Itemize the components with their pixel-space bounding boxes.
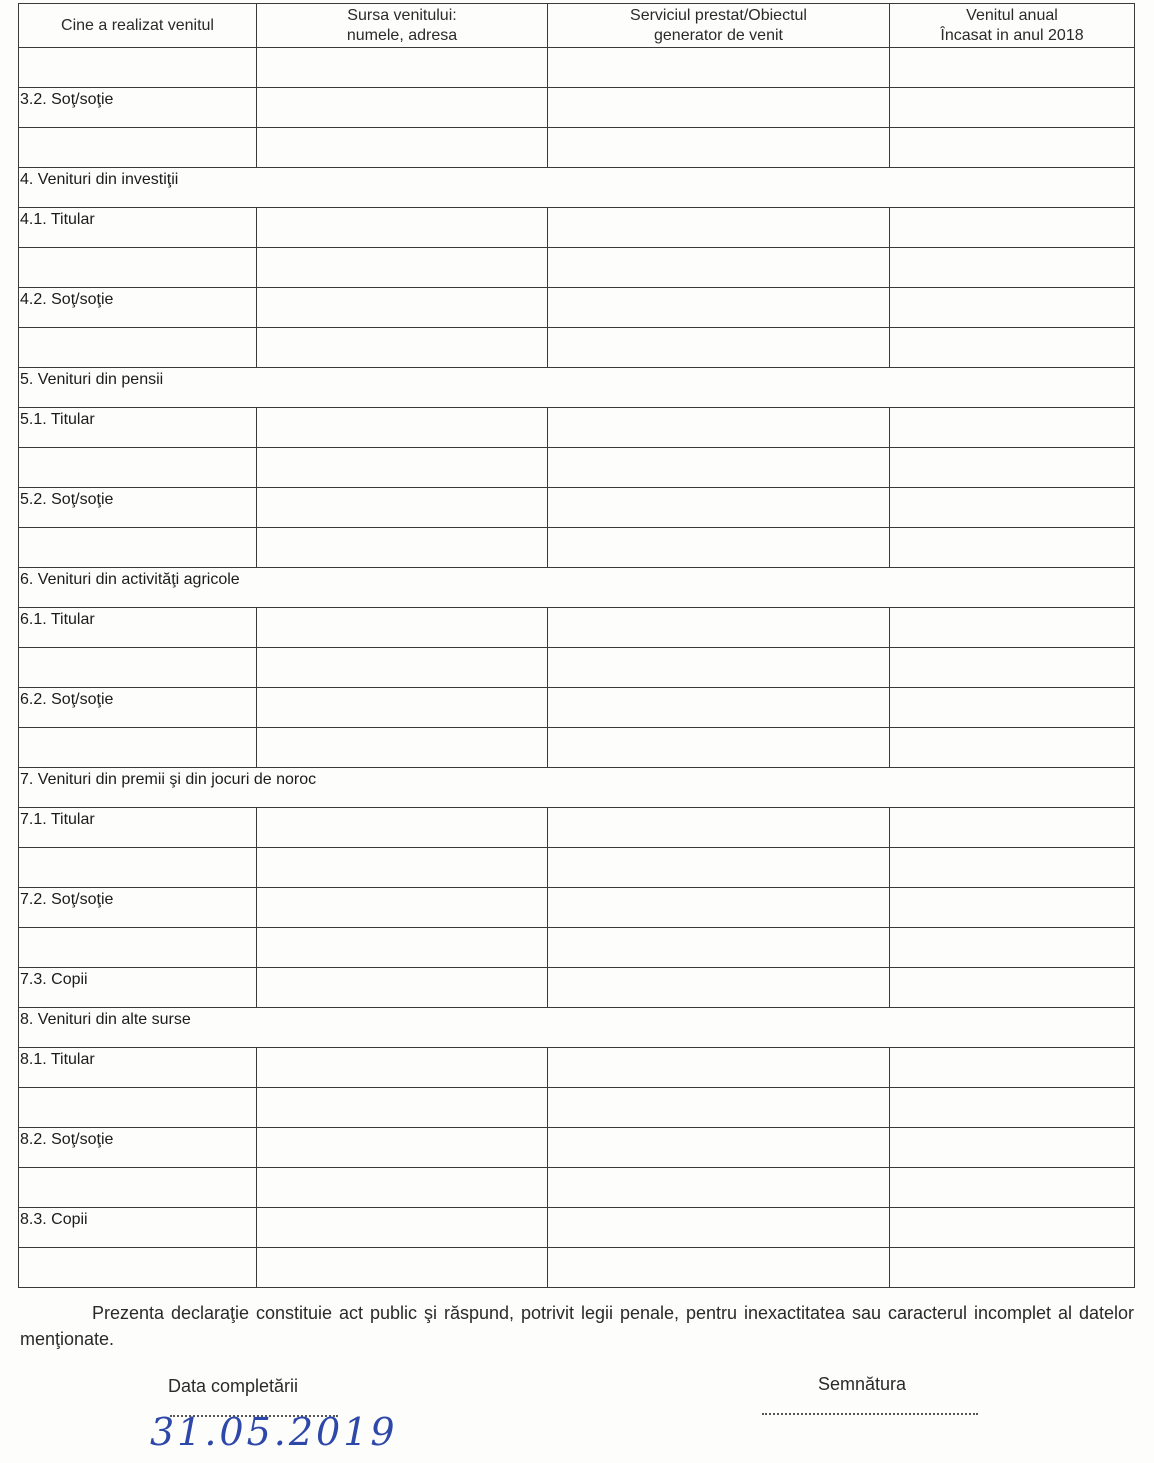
table-row — [19, 608, 1135, 648]
annual-income-cell — [890, 848, 1135, 888]
section-row — [19, 368, 1135, 408]
declaration-statement: Prezenta declaraţie constituie act public şi răspund, potrivit legii penale, pentru inexactitatea sau caracterul incomplet al datelor menţionate. — [20, 1303, 1134, 1349]
section-heading: 5. Venituri din pensii — [20, 371, 164, 388]
who-earned-cell — [19, 728, 257, 768]
annual-income-cell — [890, 408, 1135, 448]
service-object-cell — [548, 208, 890, 248]
income-source-cell — [257, 968, 548, 1008]
table-row — [19, 128, 1135, 168]
table-row — [19, 888, 1135, 928]
who-earned-cell — [19, 1208, 257, 1248]
table-header-row — [19, 4, 1135, 48]
annual-income-cell — [890, 1208, 1135, 1248]
table-row — [19, 728, 1135, 768]
service-object-cell — [548, 608, 890, 648]
row-label — [19, 848, 256, 851]
service-object-cell — [548, 408, 890, 448]
row-label — [19, 1248, 256, 1251]
income-source-cell — [257, 88, 548, 128]
income-source-cell — [257, 888, 548, 928]
header-line: Venitul anual — [966, 6, 1058, 24]
who-earned-cell — [19, 328, 257, 368]
service-object-cell — [548, 1048, 890, 1088]
row-label — [19, 648, 256, 651]
header-income-source — [257, 4, 548, 48]
who-earned-cell — [19, 248, 257, 288]
section-row — [19, 1008, 1135, 1048]
service-object-cell — [548, 928, 890, 968]
who-earned-cell — [19, 888, 257, 928]
income-source-cell — [257, 608, 548, 648]
income-source-cell — [257, 208, 548, 248]
service-object-cell — [548, 968, 890, 1008]
annual-income-cell — [890, 48, 1135, 88]
section-heading-cell — [19, 168, 1135, 208]
annual-income-cell — [890, 968, 1135, 1008]
annual-income-cell — [890, 728, 1135, 768]
row-label: 6.1. Titular — [20, 611, 95, 628]
table-row — [19, 928, 1135, 968]
annual-income-cell — [890, 1088, 1135, 1128]
row-label — [19, 448, 256, 451]
who-earned-cell — [19, 488, 257, 528]
income-source-cell — [257, 288, 548, 328]
who-earned-cell — [19, 88, 257, 128]
service-object-cell — [548, 1088, 890, 1128]
row-label — [19, 328, 256, 331]
income-source-cell — [257, 648, 548, 688]
income-source-cell — [257, 1048, 548, 1088]
table-row — [19, 808, 1135, 848]
section-row — [19, 768, 1135, 808]
who-earned-cell — [19, 48, 257, 88]
income-source-cell — [257, 688, 548, 728]
service-object-cell — [548, 1128, 890, 1168]
annual-income-cell — [890, 608, 1135, 648]
row-label — [19, 1168, 256, 1171]
income-source-cell — [257, 728, 548, 768]
service-object-cell — [548, 848, 890, 888]
header-service-object — [548, 4, 890, 48]
service-object-cell — [548, 888, 890, 928]
income-source-cell — [257, 448, 548, 488]
table-row — [19, 848, 1135, 888]
service-object-cell — [548, 688, 890, 728]
table-row — [19, 248, 1135, 288]
service-object-cell — [548, 48, 890, 88]
section-row — [19, 568, 1135, 608]
annual-income-cell — [890, 88, 1135, 128]
table-row — [19, 288, 1135, 328]
who-earned-cell — [19, 528, 257, 568]
table-row — [19, 1168, 1135, 1208]
row-label: 7.1. Titular — [20, 811, 95, 828]
who-earned-cell — [19, 128, 257, 168]
table-row — [19, 328, 1135, 368]
annual-income-cell — [890, 128, 1135, 168]
service-object-cell — [548, 648, 890, 688]
section-heading: 7. Venituri din premii şi din jocuri de noroc — [20, 771, 317, 788]
annual-income-cell — [890, 688, 1135, 728]
row-label — [19, 728, 256, 731]
table-row — [19, 1208, 1135, 1248]
row-label — [19, 48, 256, 51]
who-earned-cell — [19, 1168, 257, 1208]
service-object-cell — [548, 88, 890, 128]
table-row — [19, 408, 1135, 448]
who-earned-cell — [19, 808, 257, 848]
section-heading: 6. Venituri din activităţi agricole — [20, 571, 240, 588]
who-earned-cell — [19, 968, 257, 1008]
table-row — [19, 1088, 1135, 1128]
who-earned-cell — [19, 1248, 257, 1288]
table-row — [19, 1048, 1135, 1088]
service-object-cell — [548, 248, 890, 288]
annual-income-cell — [890, 208, 1135, 248]
annual-income-cell — [890, 1048, 1135, 1088]
income-source-cell — [257, 48, 548, 88]
who-earned-cell — [19, 608, 257, 648]
row-label: 8.1. Titular — [20, 1051, 95, 1068]
annual-income-cell — [890, 288, 1135, 328]
table-row — [19, 448, 1135, 488]
section-heading-cell — [19, 568, 1135, 608]
income-source-cell — [257, 848, 548, 888]
section-heading-cell — [19, 768, 1135, 808]
section-heading-cell — [19, 368, 1135, 408]
service-object-cell — [548, 488, 890, 528]
income-source-cell — [257, 1208, 548, 1248]
header-line: Sursa venitului: — [347, 6, 457, 24]
annual-income-cell — [890, 1248, 1135, 1288]
row-label: 4.2. Soţ/soţie — [20, 291, 114, 308]
who-earned-cell — [19, 928, 257, 968]
service-object-cell — [548, 1208, 890, 1248]
header-line: Cine a realizat venitul — [61, 16, 214, 34]
who-earned-cell — [19, 648, 257, 688]
who-earned-cell — [19, 288, 257, 328]
header-line: numele, adresa — [346, 26, 458, 44]
row-label: 4.1. Titular — [20, 211, 95, 228]
income-source-cell — [257, 1168, 548, 1208]
row-label: 5.2. Soţ/soţie — [20, 491, 114, 508]
table-row — [19, 528, 1135, 568]
signature-dotted-line — [762, 1413, 978, 1415]
table-row — [19, 968, 1135, 1008]
who-earned-cell — [19, 1048, 257, 1088]
annual-income-cell — [890, 448, 1135, 488]
service-object-cell — [548, 328, 890, 368]
header-line: Serviciul prestat/Obiectul — [630, 6, 807, 24]
date-label: Data completării — [168, 1376, 299, 1396]
who-earned-cell — [19, 1128, 257, 1168]
row-label: 8.2. Soţ/soţie — [20, 1131, 114, 1148]
who-earned-cell — [19, 848, 257, 888]
handwritten-date: 31.05.2019 — [150, 1410, 398, 1454]
income-source-cell — [257, 808, 548, 848]
who-earned-cell — [19, 408, 257, 448]
service-object-cell — [548, 728, 890, 768]
row-label — [19, 128, 256, 131]
who-earned-cell — [19, 448, 257, 488]
table-row — [19, 488, 1135, 528]
row-label: 6.2. Soţ/soţie — [20, 691, 114, 708]
table-body — [19, 48, 1135, 1288]
section-heading: 8. Venituri din alte surse — [20, 1011, 191, 1028]
income-source-cell — [257, 1088, 548, 1128]
annual-income-cell — [890, 328, 1135, 368]
service-object-cell — [548, 528, 890, 568]
annual-income-cell — [890, 488, 1135, 528]
who-earned-cell — [19, 208, 257, 248]
table-row — [19, 1248, 1135, 1288]
who-earned-cell — [19, 688, 257, 728]
income-source-cell — [257, 488, 548, 528]
section-row — [19, 168, 1135, 208]
income-source-cell — [257, 408, 548, 448]
annual-income-cell — [890, 528, 1135, 568]
income-source-cell — [257, 1128, 548, 1168]
service-object-cell — [548, 448, 890, 488]
table-row — [19, 88, 1135, 128]
service-object-cell — [548, 1248, 890, 1288]
table-row — [19, 648, 1135, 688]
table-row — [19, 688, 1135, 728]
row-label: 7.2. Soţ/soţie — [20, 891, 114, 908]
section-heading: 4. Venituri din investiţii — [20, 171, 179, 188]
annual-income-cell — [890, 648, 1135, 688]
service-object-cell — [548, 808, 890, 848]
annual-income-cell — [890, 928, 1135, 968]
header-annual-income — [890, 4, 1135, 48]
income-source-cell — [257, 328, 548, 368]
income-source-cell — [257, 248, 548, 288]
header-who-earned — [19, 4, 257, 48]
row-label: 3.2. Soţ/soţie — [20, 91, 114, 108]
row-label: 7.3. Copii — [20, 971, 88, 988]
annual-income-cell — [890, 1168, 1135, 1208]
income-source-cell — [257, 1248, 548, 1288]
section-heading-cell — [19, 1008, 1135, 1048]
row-label — [19, 248, 256, 251]
row-label — [19, 528, 256, 531]
service-object-cell — [548, 128, 890, 168]
table-row — [19, 48, 1135, 88]
who-earned-cell — [19, 1088, 257, 1128]
service-object-cell — [548, 288, 890, 328]
header-line: Încasat in anul 2018 — [940, 26, 1084, 44]
service-object-cell — [548, 1168, 890, 1208]
row-label — [19, 1088, 256, 1091]
row-label — [19, 928, 256, 931]
signature-label: Semnătura — [818, 1374, 907, 1394]
income-source-cell — [257, 128, 548, 168]
income-declaration-table — [18, 3, 1135, 1288]
annual-income-cell — [890, 808, 1135, 848]
row-label: 8.3. Copii — [20, 1211, 88, 1228]
income-source-cell — [257, 528, 548, 568]
annual-income-cell — [890, 1128, 1135, 1168]
annual-income-cell — [890, 248, 1135, 288]
income-source-cell — [257, 928, 548, 968]
annual-income-cell — [890, 888, 1135, 928]
row-label: 5.1. Titular — [20, 411, 95, 428]
table-row — [19, 208, 1135, 248]
table-row — [19, 1128, 1135, 1168]
header-line: generator de venit — [654, 26, 783, 44]
